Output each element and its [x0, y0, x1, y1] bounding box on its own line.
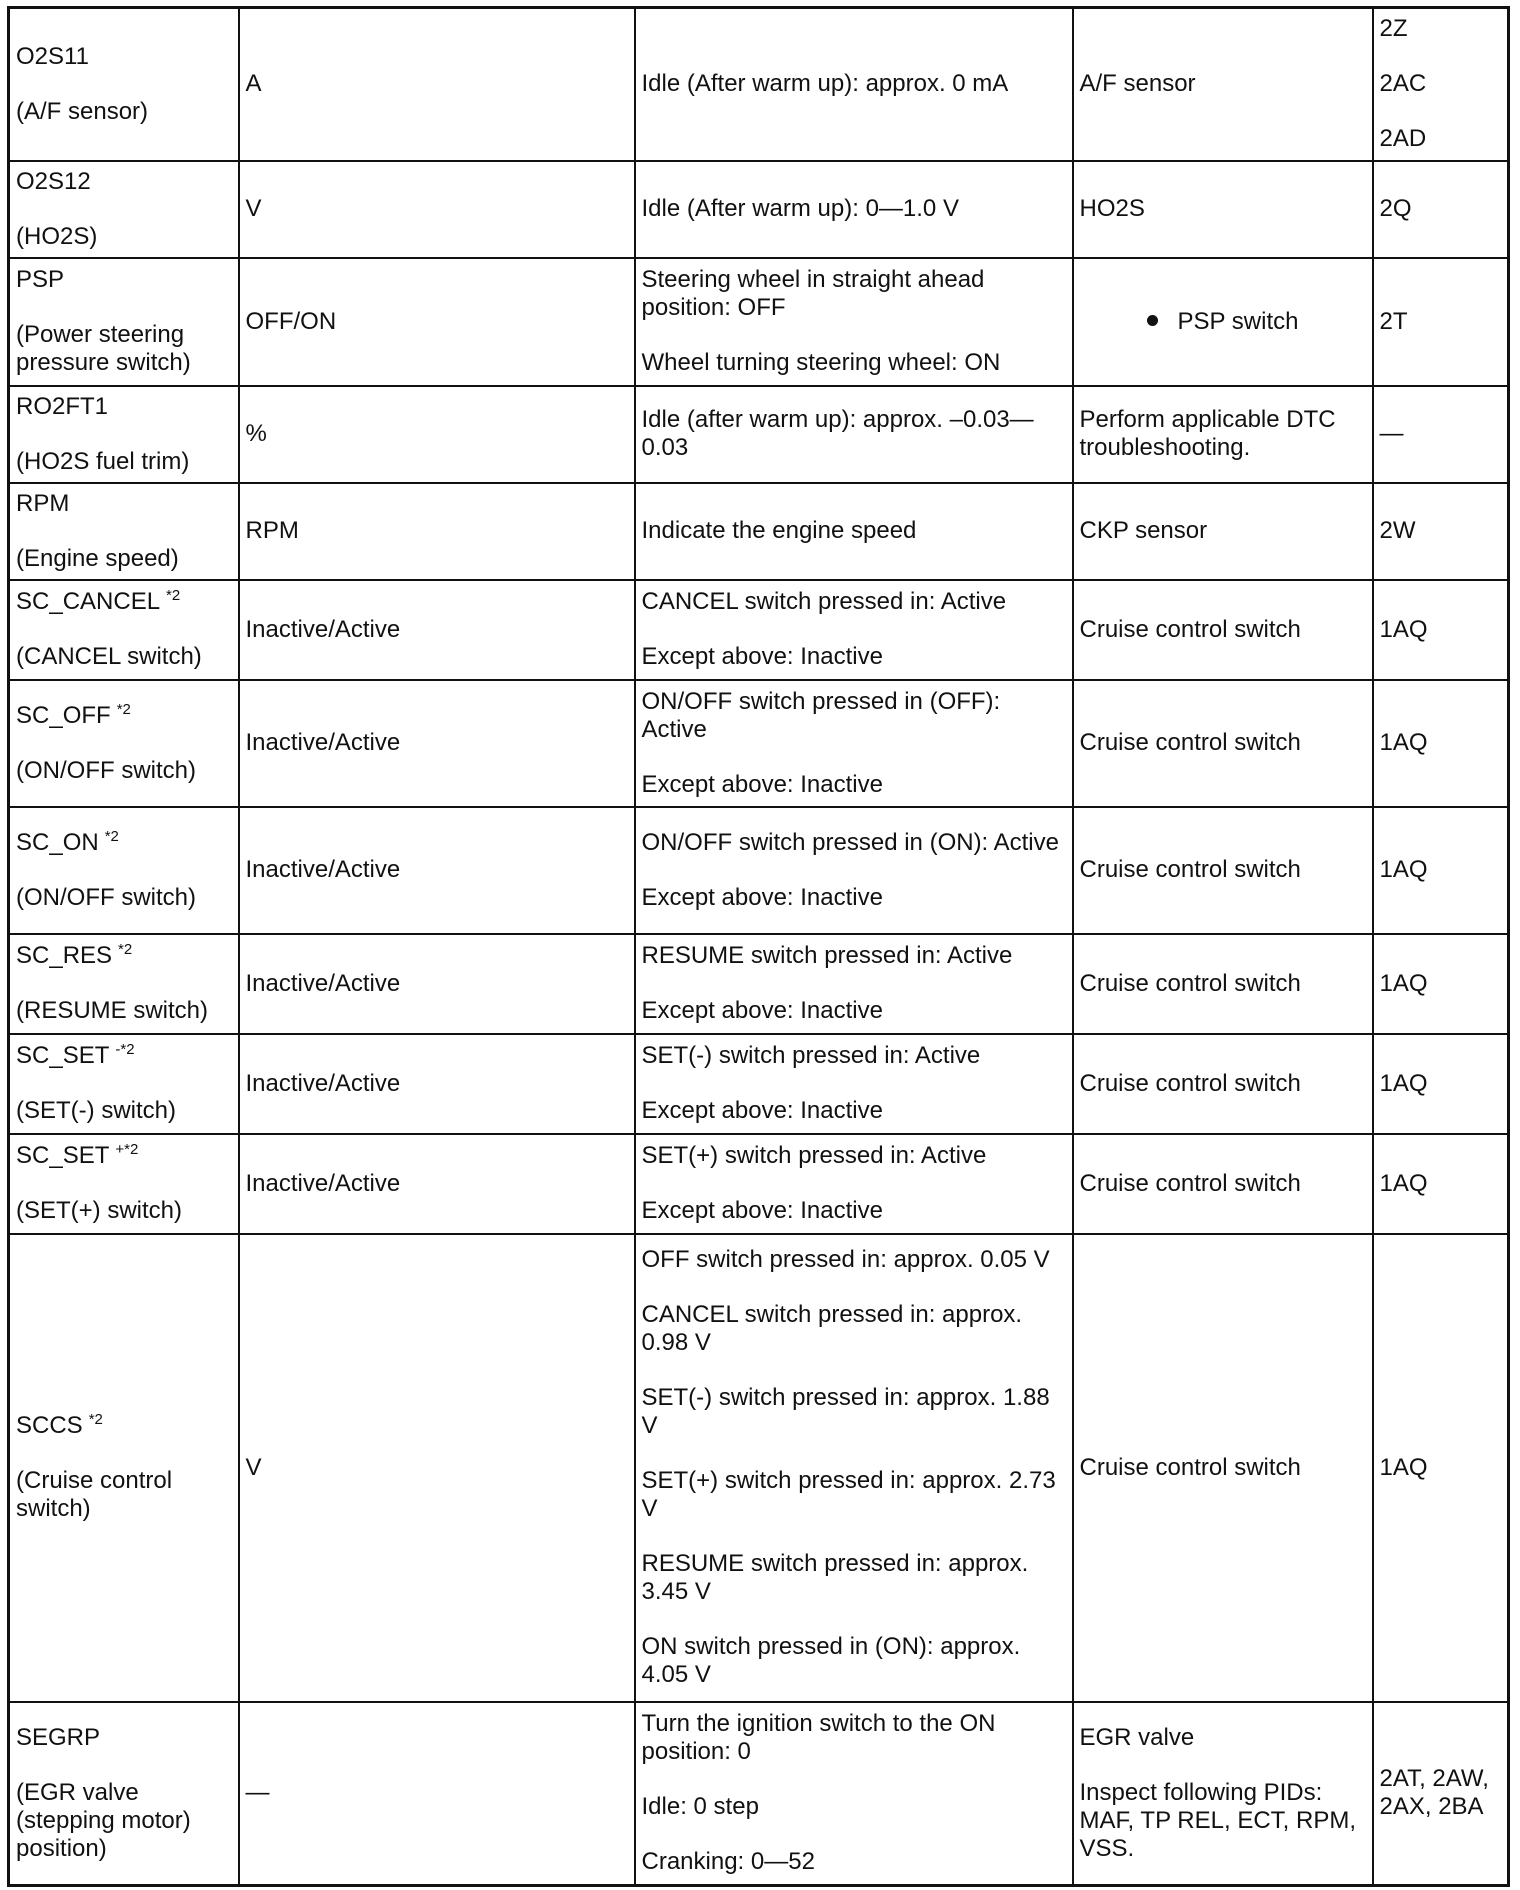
- condition-line: SET(+) switch pressed in: approx. 2.73 V: [641, 1467, 1056, 1522]
- terminal-cell: [1373, 8, 1509, 161]
- action-line: HO2S: [1079, 195, 1145, 222]
- condition-line: CANCEL switch pressed in: approx. 0.98 V: [641, 1301, 1023, 1356]
- terminal-cell: [1373, 386, 1509, 483]
- action-cell: [1073, 1234, 1373, 1702]
- terminal-cell: [1373, 1134, 1509, 1234]
- terminal-cell: [1373, 258, 1509, 386]
- terminal-line: 1AQ: [1379, 1453, 1428, 1481]
- condition-line: Except above: Inactive: [641, 997, 883, 1024]
- action-line: Cruise control switch: [1079, 1453, 1301, 1481]
- table-row: [9, 386, 1509, 483]
- action-line: Cruise control switch: [1079, 969, 1301, 997]
- pid-description: (EGR valve (stepping motor) position): [16, 1778, 191, 1862]
- unit-cell: Inactive/Active: [239, 1034, 635, 1134]
- pid-description: (HO2S fuel trim): [16, 447, 190, 475]
- condition-line: Steering wheel in straight ahead position: OFF: [641, 266, 985, 321]
- pid-cell: [9, 580, 239, 680]
- condition-cell: [635, 807, 1073, 934]
- table-row: [9, 8, 1509, 161]
- condition-line: SET(-) switch pressed in: Active: [641, 1042, 981, 1069]
- condition-cell: [635, 680, 1073, 807]
- pid-name: SCCS $^{*2}$: [16, 1411, 103, 1439]
- action-cell: [1073, 258, 1373, 386]
- terminal-cell: [1373, 680, 1509, 807]
- terminal-cell: [1373, 1702, 1509, 1886]
- condition-line: RESUME switch pressed in: Active: [641, 942, 1013, 969]
- table-row: [9, 807, 1509, 934]
- pid-description: (RESUME switch): [16, 997, 209, 1024]
- condition-line: Indicate the engine speed: [641, 517, 917, 544]
- condition-line: Cranking: 0—52: [641, 1848, 815, 1876]
- condition-cell: [635, 1234, 1073, 1702]
- pid-cell: [9, 1234, 239, 1702]
- terminal-line: 2AC: [1379, 70, 1427, 98]
- terminal-cell: [1373, 580, 1509, 680]
- action-cell: [1073, 161, 1373, 258]
- terminal-line: 2AT, 2AW, 2AX, 2BA: [1379, 1765, 1489, 1821]
- condition-cell: [635, 1134, 1073, 1234]
- unit-cell: Inactive/Active: [239, 580, 635, 680]
- condition-line: CANCEL switch pressed in: Active: [641, 588, 1007, 615]
- pid-cell: [9, 483, 239, 580]
- unit-cell: RPM: [239, 483, 635, 580]
- action-line: EGR valve: [1079, 1723, 1195, 1751]
- footnote-mark: -*2: [115, 1041, 135, 1058]
- unit-cell: V: [239, 1234, 635, 1702]
- pid-monitor-table: [7, 6, 1510, 1887]
- pid-description: (SET(+) switch): [16, 1197, 183, 1224]
- condition-line: Except above: Inactive: [641, 1197, 883, 1224]
- unit-cell: %: [239, 386, 635, 483]
- action-cell: [1073, 483, 1373, 580]
- pid-cell: [9, 1134, 239, 1234]
- footnote-mark: *2: [118, 941, 133, 958]
- table-row: [9, 1234, 1509, 1702]
- pid-cell: [9, 807, 239, 934]
- action-cell: [1073, 934, 1373, 1034]
- condition-line: SET(+) switch pressed in: Active: [641, 1142, 987, 1169]
- unit-cell: Inactive/Active: [239, 1134, 635, 1234]
- table-row: [9, 258, 1509, 386]
- footnote-mark: +*2: [115, 1141, 139, 1158]
- terminal-cell: [1373, 483, 1509, 580]
- pid-description: (ON/OFF switch): [16, 756, 196, 784]
- action-line: Inspect following PIDs: MAF, TP REL, ECT, RPM, VSS.: [1079, 1778, 1357, 1862]
- condition-cell: [635, 934, 1073, 1034]
- unit-cell: V: [239, 161, 635, 258]
- terminal-line: 1AQ: [1379, 729, 1428, 756]
- pid-name: SC_SET $^{-*2}$: [16, 1041, 135, 1069]
- pid-cell: [9, 386, 239, 483]
- unit-cell: Inactive/Active: [239, 934, 635, 1034]
- pid-name: O2S12: [16, 167, 91, 195]
- terminal-cell: [1373, 1234, 1509, 1702]
- pid-description: (ON/OFF switch): [16, 883, 196, 911]
- table-row: [9, 1134, 1509, 1234]
- unit-cell: A: [239, 8, 635, 161]
- action-line: A/F sensor: [1079, 70, 1196, 98]
- condition-cell: [635, 1702, 1073, 1886]
- action-cell: [1073, 680, 1373, 807]
- terminal-line: 1AQ: [1379, 615, 1428, 643]
- pid-name: SC_SET $^{+*2}$: [16, 1141, 139, 1169]
- pid-name: PSP: [16, 266, 65, 293]
- action-cell: [1073, 1134, 1373, 1234]
- unit-cell: OFF/ON: [239, 258, 635, 386]
- pid-description: (HO2S): [16, 222, 98, 250]
- footnote-mark: *2: [104, 827, 119, 845]
- pid-description: (Engine speed): [16, 544, 179, 572]
- pid-description: (CANCEL switch): [16, 643, 202, 670]
- pid-cell: [9, 258, 239, 386]
- unit-cell: —: [239, 1702, 635, 1886]
- action-cell: [1073, 1702, 1373, 1886]
- action-cell: [1073, 386, 1373, 483]
- pid-name: SEGRP: [16, 1723, 101, 1751]
- terminal-line: 2W: [1379, 517, 1416, 544]
- pid-name: SC_ON $^{*2}$: [16, 827, 119, 856]
- action-line: PSP switch: [1177, 307, 1299, 335]
- bullet-icon: [1147, 315, 1158, 326]
- condition-cell: [635, 580, 1073, 680]
- condition-line: SET(-) switch pressed in: approx. 1.88 V: [641, 1384, 1050, 1439]
- footnote-mark: *2: [88, 1411, 103, 1428]
- table-row: [9, 1702, 1509, 1886]
- condition-line: Except above: Inactive: [641, 770, 883, 798]
- table-row: [9, 680, 1509, 807]
- pid-name: SC_CANCEL $^{*2}$: [16, 587, 181, 615]
- action-cell: [1073, 807, 1373, 934]
- terminal-line: 1AQ: [1379, 969, 1428, 997]
- condition-cell: [635, 386, 1073, 483]
- pid-name: O2S11: [16, 42, 89, 70]
- terminal-cell: [1373, 807, 1509, 934]
- table-row: [9, 934, 1509, 1034]
- action-line: CKP sensor: [1079, 517, 1208, 544]
- pid-cell: [9, 680, 239, 807]
- action-line: Perform applicable DTC troubleshooting.: [1079, 406, 1336, 461]
- pid-description: (A/F sensor): [16, 97, 149, 125]
- pid-cell: [9, 8, 239, 161]
- pid-description: (Power steering pressure switch): [16, 321, 191, 376]
- unit-cell: Inactive/Active: [239, 680, 635, 807]
- condition-line: Idle (After warm up): 0—1.0 V: [641, 195, 959, 222]
- terminal-line: —: [1379, 420, 1404, 447]
- condition-line: ON/OFF switch pressed in (ON): Active: [641, 828, 1059, 856]
- condition-line: ON switch pressed in (ON): approx. 4.05 V: [641, 1633, 1021, 1688]
- pid-cell: [9, 934, 239, 1034]
- condition-cell: [635, 258, 1073, 386]
- terminal-line: 2Q: [1379, 195, 1412, 222]
- pid-cell: [9, 161, 239, 258]
- terminal-line: 1AQ: [1379, 1069, 1428, 1097]
- footnote-mark: *2: [116, 700, 131, 718]
- table-row: [9, 161, 1509, 258]
- action-cell: [1073, 8, 1373, 161]
- action-line: Cruise control switch: [1079, 729, 1301, 756]
- pid-name: SC_OFF $^{*2}$: [16, 700, 131, 729]
- terminal-line: 2Z: [1379, 15, 1408, 43]
- condition-line: Except above: Inactive: [641, 1097, 883, 1124]
- action-line: Cruise control switch: [1079, 1069, 1301, 1097]
- terminal-cell: [1373, 1034, 1509, 1134]
- condition-cell: [635, 161, 1073, 258]
- action-line: Cruise control switch: [1079, 856, 1301, 883]
- condition-cell: [635, 1034, 1073, 1134]
- pid-name: RO2FT1: [16, 392, 109, 420]
- condition-line: Except above: Inactive: [641, 643, 883, 670]
- table-row: [9, 580, 1509, 680]
- condition-line: Except above: Inactive: [641, 883, 883, 911]
- condition-cell: [635, 483, 1073, 580]
- pid-description: (Cruise control switch): [16, 1467, 173, 1522]
- pid-name: SC_RES $^{*2}$: [16, 941, 133, 969]
- action-cell: [1073, 1034, 1373, 1134]
- condition-line: Idle (after warm up): approx. –0.03—0.03: [641, 406, 1034, 461]
- pid-description: (SET(-) switch): [16, 1097, 176, 1124]
- action-line: Cruise control switch: [1079, 1169, 1301, 1197]
- terminal-line: 2T: [1379, 307, 1408, 335]
- terminal-line: 2AD: [1379, 125, 1427, 153]
- table-row: [9, 483, 1509, 580]
- action-cell: [1073, 580, 1373, 680]
- condition-line: Turn the ignition switch to the ON position: 0: [641, 1710, 996, 1766]
- pid-table-page: [7, 6, 1510, 1887]
- footnote-mark: *2: [166, 587, 181, 604]
- condition-line: ON/OFF switch pressed in (OFF): Active: [641, 687, 1001, 743]
- pid-cell: [9, 1702, 239, 1886]
- terminal-cell: [1373, 161, 1509, 258]
- terminal-line: 1AQ: [1379, 1169, 1428, 1197]
- terminal-line: 1AQ: [1379, 856, 1428, 883]
- condition-line: Idle (After warm up): approx. 0 mA: [641, 70, 1009, 98]
- table-row: [9, 1034, 1509, 1134]
- condition-line: RESUME switch pressed in: approx. 3.45 V: [641, 1550, 1029, 1605]
- unit-cell: Inactive/Active: [239, 807, 635, 934]
- pid-name: RPM: [16, 489, 70, 517]
- condition-line: Wheel turning steering wheel: ON: [641, 349, 1001, 376]
- condition-line: Idle: 0 step: [641, 1793, 759, 1821]
- condition-cell: [635, 8, 1073, 161]
- pid-cell: [9, 1034, 239, 1134]
- terminal-cell: [1373, 934, 1509, 1034]
- condition-line: OFF switch pressed in: approx. 0.05 V: [641, 1246, 1050, 1273]
- action-line: Cruise control switch: [1079, 615, 1301, 643]
